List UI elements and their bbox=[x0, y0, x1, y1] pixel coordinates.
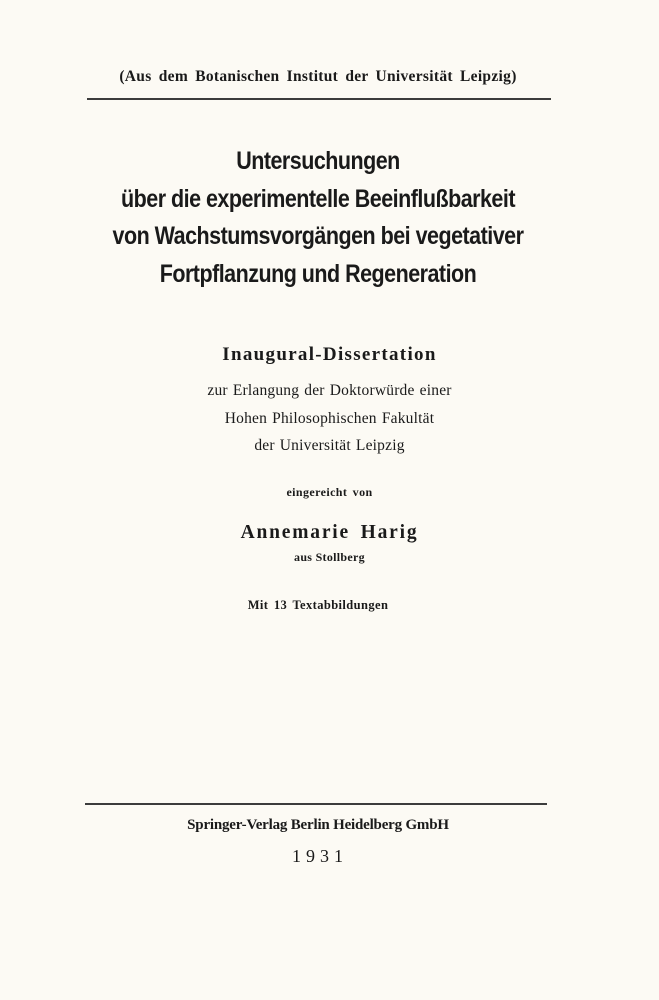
title-line-2: über die experimentelle Beeinflußbarkeit bbox=[121, 184, 515, 213]
dissertation-heading: Inaugural-Dissertation bbox=[222, 344, 437, 365]
bottom-divider-rule bbox=[85, 803, 547, 805]
title-line-4: Fortpflanzung und Regeneration bbox=[159, 259, 477, 288]
publication-year: 1931 bbox=[292, 846, 348, 866]
document-title bbox=[45, 143, 592, 293]
dissertation-line-1: zur Erlangung der Doktorwürde einer bbox=[207, 382, 452, 399]
dissertation-line-3: der Universität Leipzig bbox=[254, 437, 405, 454]
figures-note: Mit 13 Textabbildungen bbox=[247, 598, 389, 612]
publisher-name: Springer-Verlag Berlin Heidelberg GmbH bbox=[187, 817, 449, 833]
title-line-1: Untersuchungen bbox=[236, 147, 400, 175]
author-origin: aus Stollberg bbox=[294, 550, 365, 564]
author-name: Annemarie Harig bbox=[240, 522, 419, 543]
submitted-by-label: eingereicht von bbox=[286, 485, 373, 499]
top-divider-rule bbox=[87, 98, 551, 100]
institute-affiliation: (Aus dem Botanischen Institut der Universität Leipzig) bbox=[119, 68, 517, 85]
title-line-3: von Wachstumsvorgängen bei vegetativer bbox=[112, 222, 524, 250]
dissertation-line-2: Hohen Philosophischen Fakultät bbox=[224, 410, 435, 427]
